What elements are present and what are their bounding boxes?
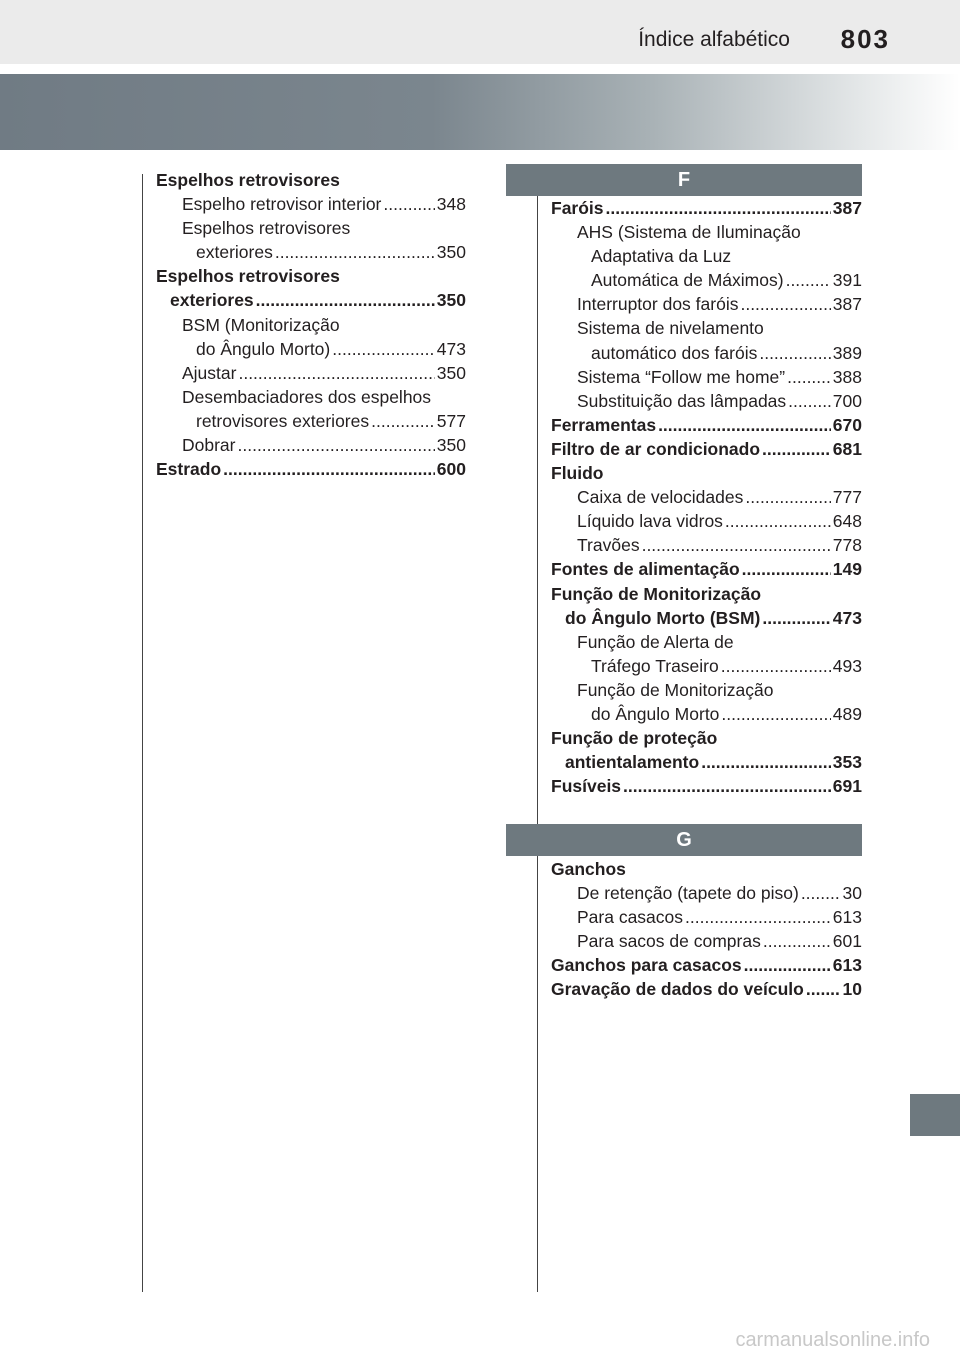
index-entry: [551, 437, 862, 461]
index-entry: [551, 977, 862, 1001]
index-entry: [156, 313, 466, 337]
dot-leader: [786, 268, 831, 292]
index-entry: [551, 365, 862, 389]
dot-leader: [256, 288, 435, 312]
index-entry-label: Adaptativa da Luz: [591, 246, 732, 267]
section-header-g: G: [506, 824, 862, 856]
index-entry: [551, 702, 862, 726]
index-entry: [551, 316, 862, 340]
index-entry-label: Tráfego Traseiro: [591, 655, 719, 676]
index-entry-page: 391: [832, 270, 862, 291]
dot-leader: [762, 437, 831, 461]
index-entry: [551, 582, 862, 606]
page-header-bar: [0, 0, 960, 64]
index-entry-page: 389: [832, 342, 862, 363]
column-divider: [537, 174, 538, 1292]
index-entry-page: 350: [436, 362, 466, 383]
index-entry-page: 601: [832, 931, 862, 952]
index-entry: [551, 389, 862, 413]
index-entry-label: antientalamento: [565, 752, 700, 773]
index-entry-label: Filtro de ar condicionado: [551, 438, 761, 459]
index-entry-page: 778: [832, 535, 862, 556]
dot-leader: [623, 774, 831, 798]
dot-leader: [238, 361, 434, 385]
index-entry-page: 681: [832, 438, 862, 459]
index-entry-page: 700: [832, 390, 862, 411]
index-entry-page: 388: [832, 366, 862, 387]
index-entry-label: Ganchos: [551, 859, 626, 879]
index-entry: [551, 413, 862, 437]
dot-leader: [383, 192, 434, 216]
index-entry-page: 670: [832, 414, 862, 435]
page-number: 803: [840, 24, 890, 54]
index-entry-label: Automática de Máximos): [591, 270, 784, 291]
index-entry-label: Função de Monitorização: [551, 583, 762, 604]
index-entry-page: 387: [832, 198, 862, 218]
index-entry-label: Sistema “Follow me home”: [577, 366, 786, 387]
index-entry-page: 648: [832, 511, 862, 532]
index-entry: [551, 509, 862, 533]
dot-leader: [801, 881, 841, 905]
index-entry: [551, 485, 862, 509]
index-entry: [156, 361, 466, 385]
index-entry: [551, 292, 862, 316]
index-entry: [551, 929, 862, 953]
index-entry-label: Espelho retrovisor interior: [182, 194, 382, 215]
index-entry-label: exteriores: [196, 242, 273, 263]
index-entry: [551, 557, 862, 581]
index-entry-label: Estrado: [156, 459, 222, 480]
dot-leader: [763, 929, 831, 953]
dot-leader: [642, 533, 831, 557]
index-entry-page: 473: [832, 607, 862, 628]
index-entry: [551, 268, 862, 292]
index-entry: [551, 881, 862, 905]
index-entry: [551, 630, 862, 654]
dot-leader: [721, 702, 830, 726]
dot-leader: [238, 433, 435, 457]
dot-leader: [806, 977, 841, 1001]
index-entry-label: exteriores: [170, 290, 254, 311]
index-entry-page: 350: [436, 290, 466, 311]
index-entry-label: do Ângulo Morto): [196, 338, 331, 359]
column-divider: [142, 174, 143, 1292]
index-entry: [156, 409, 466, 433]
index-entry-page: 613: [832, 907, 862, 928]
index-entry-page: 493: [832, 655, 862, 676]
index-column-left: [156, 168, 466, 481]
index-entry: [551, 244, 862, 268]
index-section-f: [551, 196, 862, 798]
index-entry-label: do Ângulo Morto: [591, 703, 720, 724]
dot-leader: [658, 413, 831, 437]
index-entry-label: Ajustar: [182, 362, 237, 383]
page-title: Índice alfabético: [638, 28, 790, 51]
dot-leader: [332, 337, 435, 361]
index-entry-label: Função de Alerta de: [577, 631, 734, 652]
index-entry-page: 348: [436, 194, 466, 215]
index-entry: [156, 288, 466, 312]
index-entry-label: do Ângulo Morto (BSM): [565, 607, 761, 628]
dot-leader: [759, 341, 830, 365]
dot-leader: [685, 905, 831, 929]
index-entry-label: Gravação de dados do veículo: [551, 979, 804, 1000]
dot-leader: [788, 389, 831, 413]
index-entry: [551, 750, 862, 774]
index-entry: [156, 168, 466, 192]
dot-leader: [744, 953, 831, 977]
dot-leader: [721, 654, 831, 678]
index-entry-page: 777: [832, 487, 862, 508]
index-entry: [156, 192, 466, 216]
index-entry-page: 691: [832, 776, 862, 797]
index-entry: [551, 606, 862, 630]
index-entry-label: Espelhos retrovisores: [156, 170, 340, 190]
index-entry-label: Substituição das lâmpadas: [577, 390, 787, 411]
index-entry-label: automático dos faróis: [591, 342, 758, 363]
dot-leader: [275, 240, 435, 264]
index-entry-label: Espelhos retrovisores: [182, 218, 351, 239]
index-entry: [551, 196, 862, 220]
dot-leader: [742, 557, 831, 581]
index-entry-label: De retenção (tapete do piso): [577, 883, 799, 904]
dot-leader: [740, 292, 830, 316]
index-entry-label: Caixa de velocidades: [577, 487, 744, 508]
index-entry-label: Fluido: [551, 463, 604, 484]
index-entry-page: 387: [832, 294, 862, 315]
index-entry-page: 10: [842, 979, 862, 1000]
index-entry: [156, 216, 466, 240]
index-entry-label: Função de Monitorização: [577, 679, 774, 700]
chapter-thumb-tab: [910, 1094, 960, 1136]
index-entry-page: 489: [832, 703, 862, 724]
index-entry-label: Ganchos para casacos: [551, 955, 742, 976]
index-entry: [156, 240, 466, 264]
index-entry: [551, 857, 862, 881]
index-entry-label: Função de proteção: [551, 728, 718, 749]
index-entry-page: 353: [832, 752, 862, 773]
index-entry-label: Para sacos de compras: [577, 931, 761, 952]
index-section-g: [551, 857, 862, 1002]
index-entry-label: retrovisores exteriores: [196, 410, 370, 431]
index-entry-page: 30: [842, 883, 862, 904]
dot-leader: [606, 196, 831, 220]
index-entry: [551, 461, 862, 485]
index-entry-page: 149: [832, 559, 862, 580]
index-entry-label: Para casacos: [577, 907, 684, 928]
index-entry: [551, 654, 862, 678]
index-entry-label: Dobrar: [182, 435, 236, 456]
index-entry: [551, 341, 862, 365]
index-entry-label: Fusíveis: [551, 776, 622, 797]
index-entry-label: Faróis: [551, 198, 604, 218]
index-entry-label: Ferramentas: [551, 414, 657, 435]
index-entry: [156, 433, 466, 457]
dot-leader: [371, 409, 435, 433]
index-entry-page: 350: [436, 435, 466, 456]
index-entry-label: Espelhos retrovisores: [156, 266, 340, 287]
index-entry: [156, 457, 466, 481]
dot-leader: [223, 457, 435, 481]
index-entry: [156, 385, 466, 409]
index-entry-page: 350: [436, 242, 466, 263]
index-entry-label: Travões: [577, 535, 640, 556]
index-entry: [156, 337, 466, 361]
index-entry: [551, 726, 862, 750]
index-entry-page: 600: [436, 459, 466, 480]
dot-leader: [701, 750, 831, 774]
dot-leader: [762, 606, 830, 630]
section-header-f: F: [506, 164, 862, 196]
index-entry-page: 613: [832, 955, 862, 976]
index-entry-label: Líquido lava vidros: [577, 511, 723, 532]
index-entry: [551, 953, 862, 977]
watermark: carmanualsonline.info: [735, 1329, 930, 1351]
decorative-gradient-band: [0, 74, 960, 150]
index-entry-label: BSM (Monitorização: [182, 314, 340, 335]
index-entry-label: AHS (Sistema de Iluminação: [577, 222, 801, 243]
index-entry: [156, 264, 466, 288]
index-entry-page: 577: [436, 410, 466, 431]
index-entry: [551, 905, 862, 929]
dot-leader: [745, 485, 830, 509]
index-entry-label: Sistema de nivelamento: [577, 318, 764, 339]
index-entry: [551, 220, 862, 244]
index-entry-label: Fontes de alimentação: [551, 559, 740, 580]
index-entry: [551, 678, 862, 702]
index-entry-page: 473: [436, 338, 466, 359]
index-entry-label: Desembaciadores dos espelhos: [182, 386, 432, 407]
index-entry-label: Interruptor dos faróis: [577, 294, 739, 315]
index-entry: [551, 774, 862, 798]
index-entry: [551, 533, 862, 557]
dot-leader: [725, 509, 831, 533]
dot-leader: [787, 365, 831, 389]
